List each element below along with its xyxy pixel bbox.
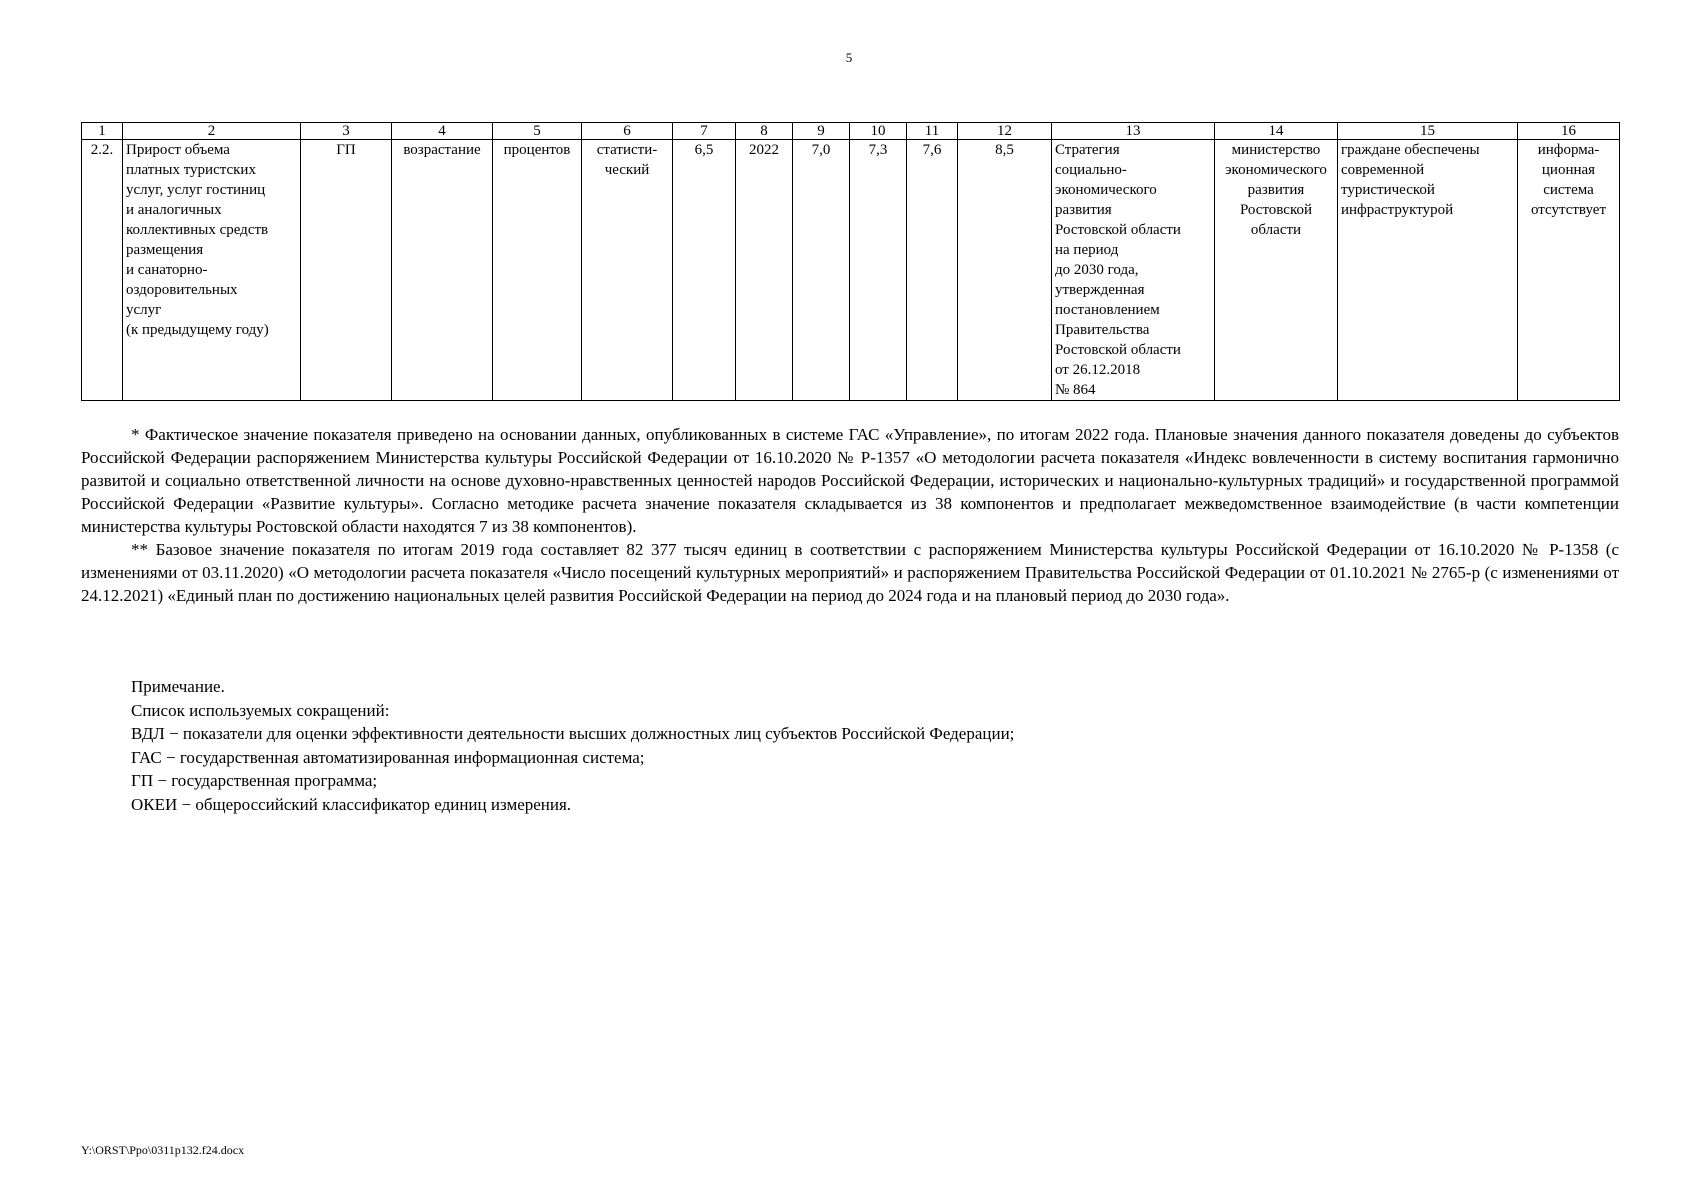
cell-value-year-3: 7,6 <box>907 140 958 401</box>
column-header: 11 <box>907 123 958 140</box>
cell-row-number: 2.2. <box>82 140 123 401</box>
abbreviation-item: ГП − государственная программа; <box>131 771 378 790</box>
column-header: 7 <box>673 123 736 140</box>
file-path-footer: Y:\ORST\Ppo\0311p132.f24.docx <box>81 1143 245 1157</box>
abbreviation-item: ВДЛ − показатели для оценки эффективности деятельности высших должностных лиц субъектов Российской Федерации; <box>131 724 1015 743</box>
table-row <box>82 140 1620 401</box>
column-header: 13 <box>1052 123 1215 140</box>
cell-value-final: 8,5 <box>958 140 1052 401</box>
footnote-2: ** Базовое значение показателя по итогам 2019 года составляет 82 377 тысяч единиц в соответствии с распоряжением Министерства культуры Российской Федерации от 16.10.2020 № Р-1358 (с изменениями от 03.11.2020) «О методологии расчета показателя «Число посещений культурных мероприятий» и распоряжением Правительства Российской Федерации от 01.10.2021 № 2765-р (с изменениями от 24.12.2021) «Единый план по достижению национальных целей развития Российской Федерации на период до 2024 года и на плановый период до 2030 года». <box>81 540 1619 605</box>
abbreviation-item: ОКЕИ − общероссийский классификатор единиц измерения. <box>131 794 572 814</box>
column-header: 12 <box>958 123 1052 140</box>
cell-value-year-2: 7,3 <box>850 140 907 401</box>
note-heading: Примечание. <box>131 677 225 696</box>
table-header-row <box>82 123 1620 140</box>
cell-national-goal-link: граждане обеспечены современной туристической инфраструктурой <box>1338 140 1518 401</box>
column-header: 5 <box>493 123 582 140</box>
cell-strategy-document: Стратегия социально- экономического развития Ростовской области на период до 2030 года, утвержденная постановлением Правительства Ростовской области от 26.12.2018 № 864 <box>1052 140 1215 401</box>
column-header: 6 <box>582 123 673 140</box>
cell-indicator-name: Прирост объема платных туристских услуг, услуг гостиниц и аналогичных коллективных средств размещения и санаторно- оздоровительных услуг (к предыдущему году) <box>123 140 301 401</box>
cell-information-system: информа- ционная система отсутствует <box>1518 140 1620 401</box>
cell-indicator-type: ГП <box>301 140 392 401</box>
column-header: 14 <box>1215 123 1338 140</box>
cell-indicator-kind: статисти- ческий <box>582 140 673 401</box>
column-header: 9 <box>793 123 850 140</box>
column-header: 16 <box>1518 123 1620 140</box>
column-header: 15 <box>1338 123 1518 140</box>
column-header: 2 <box>123 123 301 140</box>
abbreviation-item: ГАС − государственная автоматизированная информационная система; <box>131 747 645 767</box>
column-header: 3 <box>301 123 392 140</box>
column-header: 4 <box>392 123 493 140</box>
cell-base-year: 2022 <box>736 140 793 401</box>
cell-responsible-body: министерство экономического развития Ростовской области <box>1215 140 1338 401</box>
abbreviations-section <box>131 675 1611 816</box>
footnote-1: * Фактическое значение показателя приведено на основании данных, опубликованных в системе ГАС «Управление», по итогам 2022 года. Плановые значения данного показателя доведены до субъектов Российской Федерации распоряжением Министерства культуры Российской Федерации от 16.10.2020 № Р-1357 «О методологии расчета показателя «Индекс вовлеченности в систему воспитания гармонично развитой и социально ответственной личности на основе духовно-нравственных ценностей народов Российской Федерации, исторических и национально-культурных традиций» и государственной программой Российской Федерации «Развитие культуры». Согласно методике расчета значение показателя складывается из 38 компонентов и предполагает межведомственное взаимодействие (в части компетенции министерства культуры Ростовской области находятся 7 из 38 компонентов). <box>81 425 1619 536</box>
page-number: 5 <box>845 50 853 65</box>
cell-value-year-1: 7,0 <box>793 140 850 401</box>
footnotes <box>81 423 1619 607</box>
cell-direction: возрастание <box>392 140 493 401</box>
column-header: 8 <box>736 123 793 140</box>
abbreviations-title: Список используемых сокращений: <box>131 700 390 720</box>
cell-base-value: 6,5 <box>673 140 736 401</box>
column-header: 10 <box>850 123 907 140</box>
indicators-table <box>81 122 1620 401</box>
cell-unit: процентов <box>493 140 582 401</box>
column-header: 1 <box>82 123 123 140</box>
